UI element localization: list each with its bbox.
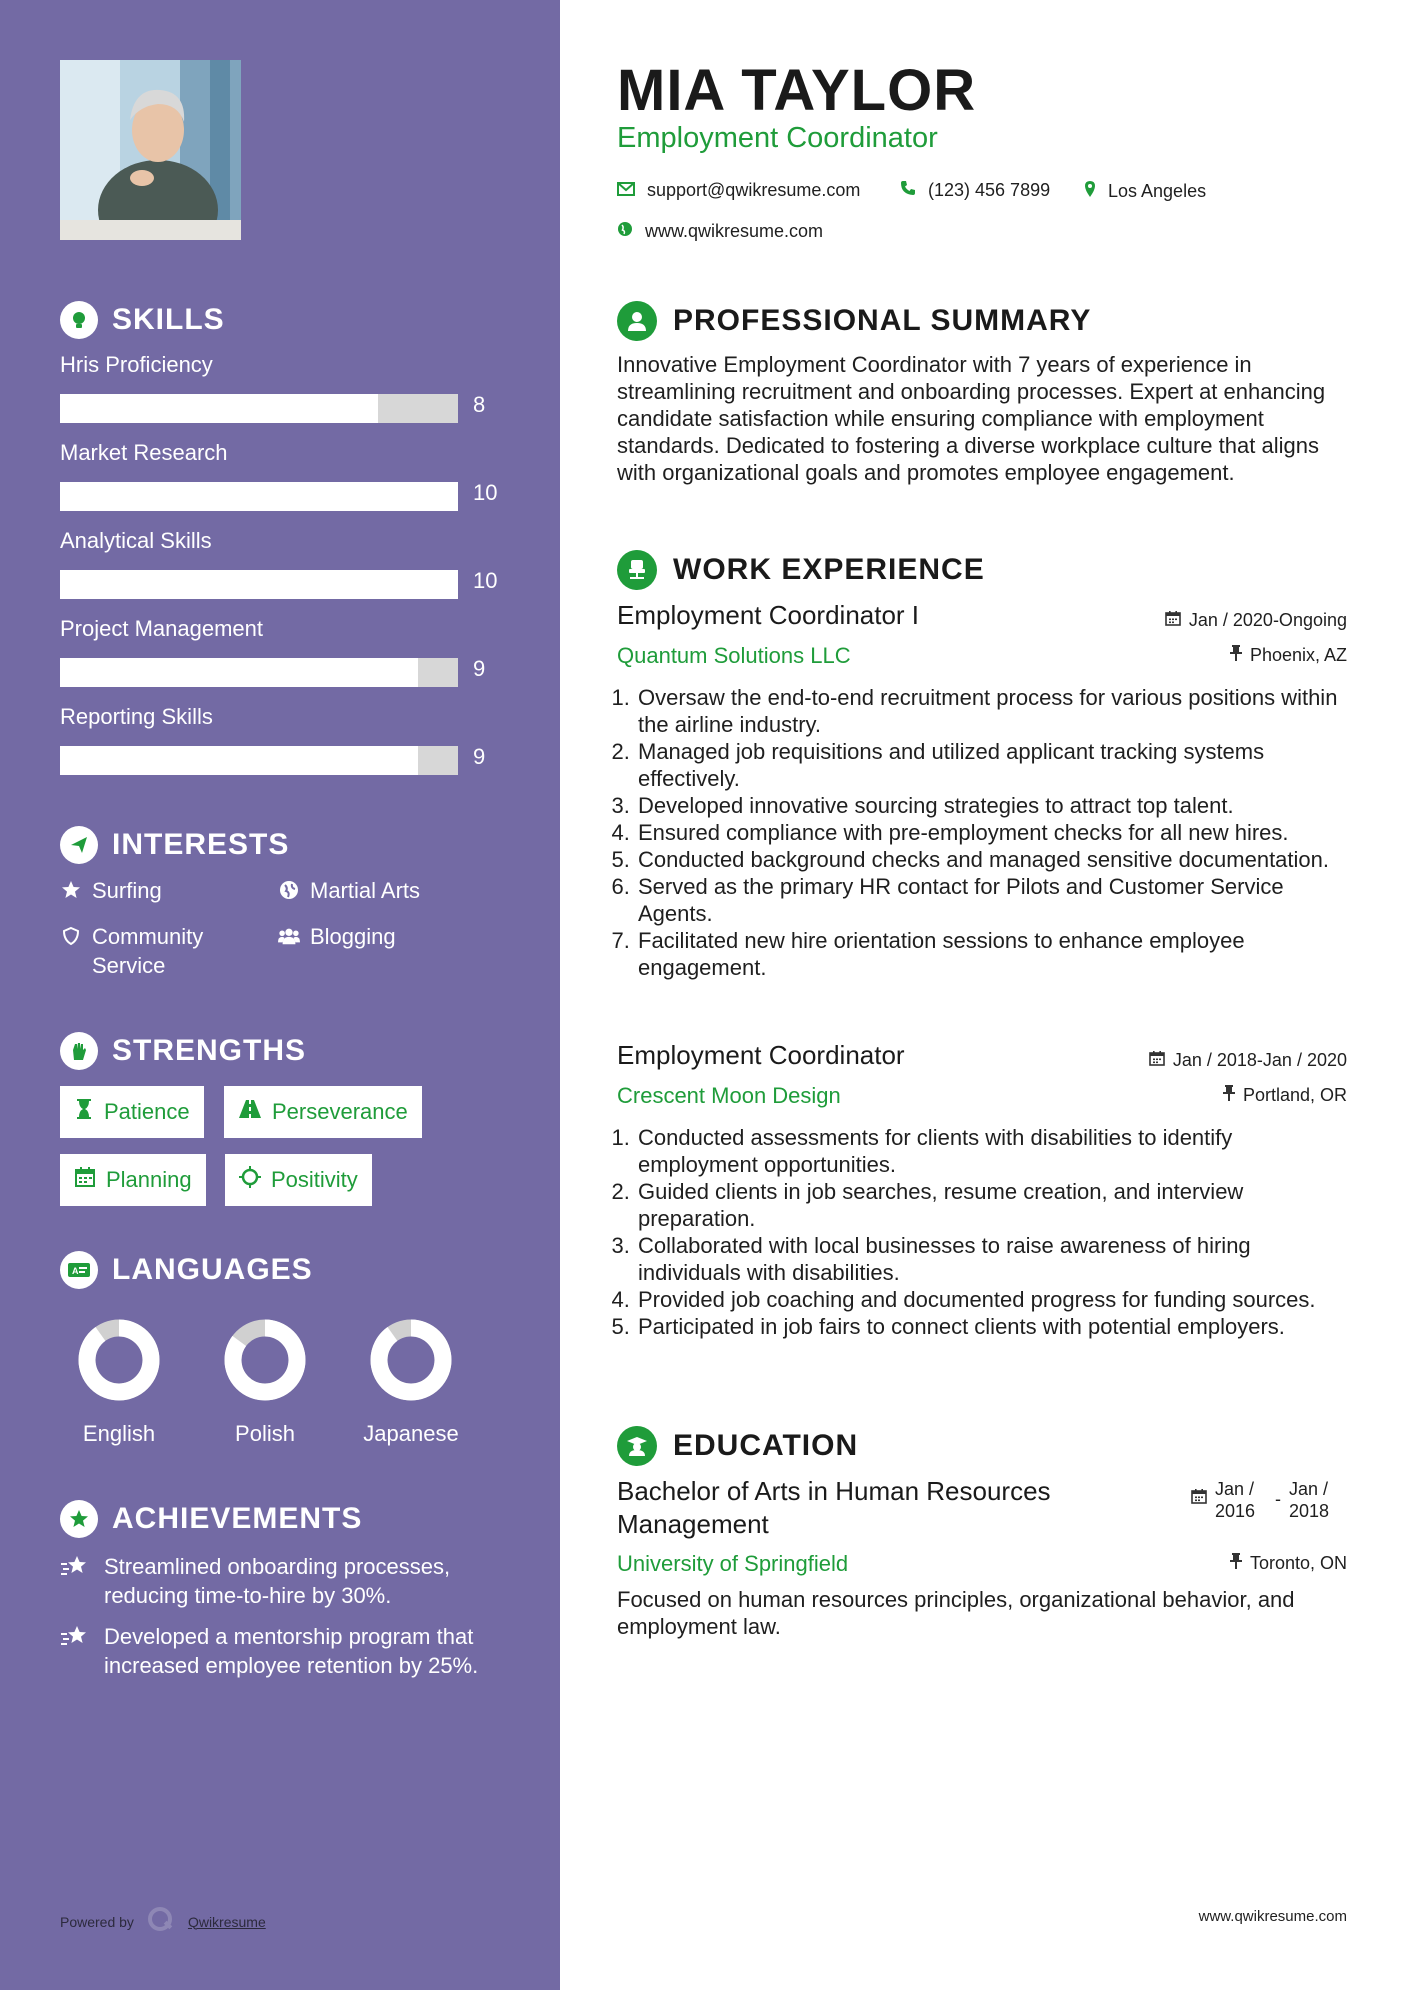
degree-title: Bachelor of Arts in Human Resources Management: [617, 1476, 1051, 1539]
job-dates-text: Jan / 2020-Ongoing: [1188, 610, 1347, 630]
company-name: Crescent Moon Design: [617, 1083, 841, 1108]
languages-heading: [60, 1251, 313, 1289]
phone-text[interactable]: (123) 456 7899: [928, 180, 1051, 200]
achievement-item: [60, 1622, 510, 1680]
language-donut: [77, 1318, 161, 1402]
qwikresume-logo-icon: [146, 1905, 176, 1938]
skill-label: Project Management: [60, 616, 263, 641]
calendar-icon: [1165, 610, 1181, 631]
paper-plane-icon: [60, 826, 98, 864]
job-duties-list: [612, 684, 1357, 981]
job-location: [1223, 1085, 1347, 1106]
job-title: Employment Coordinator: [617, 1040, 905, 1070]
skill-label: Reporting Skills: [60, 704, 213, 729]
pushpin-icon: [1230, 1553, 1242, 1574]
skill-value: 9: [473, 744, 486, 769]
strength-chip: [225, 1154, 372, 1206]
education-title: EDUCATION: [673, 1429, 859, 1462]
achievements-heading: [60, 1500, 362, 1538]
education-description: Focused on human resources principles, organizational behavior, and employment law.: [617, 1587, 1295, 1639]
graduate-icon: [617, 1426, 657, 1466]
skills-title: SKILLS: [112, 303, 225, 336]
interest-item: [278, 876, 498, 905]
map-pin-icon: [1084, 180, 1096, 203]
achievement-item: [60, 1552, 510, 1610]
sun-icon: [239, 1166, 261, 1194]
date-separator: -: [1275, 1489, 1281, 1509]
duty-item: 6. Served as the primary HR contact for Pilots and Customer Service Agents.: [636, 873, 1357, 927]
star-icon: [60, 876, 82, 905]
contact-phone: [900, 180, 1050, 201]
interest-item: [60, 922, 260, 980]
location-text: Los Angeles: [1108, 181, 1207, 201]
shield-icon: [60, 922, 82, 980]
duty-item: 5. Conducted background checks and managed sensitive documentation.: [636, 846, 1357, 873]
strengths-title: STRENGTHS: [112, 1034, 307, 1067]
interest-label: Martial Arts: [310, 878, 421, 903]
achievements-title: ACHIEVEMENTS: [112, 1502, 363, 1535]
globe-icon: [278, 876, 300, 905]
strength-chip: [60, 1086, 204, 1138]
skill-item: [60, 352, 500, 417]
job-location-text: Phoenix, AZ: [1249, 645, 1347, 665]
education-date-start: Jan / 2016: [1215, 1479, 1256, 1521]
website-text[interactable]: www.qwikresume.com: [645, 221, 824, 241]
interest-label: Community Service: [92, 924, 204, 978]
job-dates: [1165, 610, 1347, 631]
skill-bar: [60, 746, 458, 775]
star-badge-icon: [60, 1552, 90, 1610]
duty-item: 4. Ensured compliance with pre-employment checks for all new hires.: [636, 819, 1357, 846]
contact-location: [1084, 180, 1206, 203]
experience-title: WORK EXPERIENCE: [673, 553, 985, 586]
summary-text: Innovative Employment Coordinator with 7 years of experience in streamlining recruitment and onboarding processes. Expert at enhancing candidate satisfaction while ensuring compliance with employment standards. Dedicated to fostering a diverse workplace culture that aligns with organizational goals and promotes employee engagement.: [617, 352, 1326, 485]
skill-value: 9: [473, 656, 486, 681]
language-label: Polish: [235, 1421, 295, 1446]
office-chair-icon: [617, 550, 657, 590]
globe-icon: [617, 221, 633, 242]
star-badge-icon: [60, 1622, 90, 1680]
award-star-icon: [60, 1500, 98, 1538]
calendar-icon: [1191, 1478, 1207, 1509]
skill-bar-fill: [60, 482, 458, 511]
language-label: English: [82, 1421, 156, 1446]
skill-item: [60, 528, 500, 593]
powered-by-label: Powered by: [60, 1913, 134, 1930]
job-title: Employment Coordinator I: [617, 600, 920, 630]
skill-bar-fill: [60, 658, 418, 687]
candidate-name: MIA TAYLOR: [617, 58, 977, 123]
candidate-role: Employment Coordinator: [617, 122, 938, 154]
strength-label: Positivity: [271, 1167, 358, 1192]
svg-text:A: A: [72, 1266, 79, 1276]
education-heading: [617, 1426, 858, 1466]
email-text[interactable]: support@qwikresume.com: [647, 180, 861, 200]
summary-title: PROFESSIONAL SUMMARY: [673, 304, 1092, 337]
interests-title: INTERESTS: [112, 828, 290, 861]
skill-label: Market Research: [60, 440, 228, 465]
hourglass-icon: [74, 1098, 94, 1126]
skill-bar: [60, 482, 458, 511]
envelope-icon: [617, 180, 635, 201]
road-icon: [238, 1099, 262, 1125]
achievement-text: Developed a mentorship program that increased employee retention by 25%.: [104, 1624, 479, 1678]
skill-bar: [60, 394, 458, 423]
language-donut: [223, 1318, 307, 1402]
languages-title: LANGUAGES: [112, 1253, 313, 1286]
skill-bar-fill: [60, 746, 418, 775]
duty-item: 1. Oversaw the end-to-end recruitment process for various positions within the airline industry.: [636, 684, 1357, 738]
calendar-icon: [1149, 1050, 1165, 1071]
duty-item: 5. Participated in job fairs to connect clients with potential employers.: [636, 1313, 1357, 1340]
job-duties-list: [612, 1124, 1357, 1340]
footer-url[interactable]: www.qwikresume.com: [1198, 1908, 1347, 1925]
duty-item: 1. Conducted assessments for clients with disabilities to identify employment opportunities.: [636, 1124, 1357, 1178]
pushpin-icon: [1223, 1085, 1235, 1106]
strength-label: Perseverance: [272, 1099, 408, 1124]
powered-by: [60, 1905, 266, 1938]
experience-heading: [617, 550, 985, 590]
profile-photo: [60, 60, 241, 240]
strength-label: Patience: [104, 1099, 190, 1124]
interest-item: [278, 922, 498, 951]
lightbulb-icon: [60, 301, 98, 339]
job-location-text: Portland, OR: [1242, 1085, 1347, 1105]
phone-icon: [900, 180, 916, 201]
skill-bar-fill: [60, 570, 458, 599]
job-dates: [1149, 1050, 1347, 1071]
interest-label: Blogging: [310, 924, 396, 949]
job-dates-text: Jan / 2018-Jan / 2020: [1172, 1050, 1347, 1070]
sidebar: [0, 0, 560, 1990]
duty-item: 7. Facilitated new hire orientation sessions to enhance employee engagement.: [636, 927, 1357, 981]
duty-item: 4. Provided job coaching and documented progress for funding sources.: [636, 1286, 1357, 1313]
calendar-icon: [74, 1166, 96, 1194]
education-date-end: Jan / 2018: [1289, 1479, 1330, 1521]
qwikresume-link[interactable]: Qwikresume: [187, 1913, 266, 1930]
strength-chip: [60, 1154, 206, 1206]
hand-icon: [60, 1032, 98, 1070]
summary-heading: [617, 301, 1091, 341]
duty-item: 3. Developed innovative sourcing strategies to attract top talent.: [636, 792, 1357, 819]
skill-item: [60, 440, 500, 505]
skill-item: [60, 616, 500, 681]
strengths-heading: [60, 1032, 306, 1070]
strength-label: Planning: [106, 1167, 192, 1192]
skills-heading: [60, 301, 225, 339]
skill-bar: [60, 570, 458, 599]
skill-value: 8: [473, 392, 486, 417]
skill-label: Hris Proficiency: [60, 352, 213, 377]
skill-bar: [60, 658, 458, 687]
school-name: University of Springfield: [617, 1551, 849, 1576]
user-icon: [617, 301, 657, 341]
achievement-text: Streamlined onboarding processes, reducing time-to-hire by 30%.: [104, 1554, 451, 1608]
skill-value: 10: [473, 568, 498, 593]
strength-chip: [224, 1086, 422, 1138]
contact-website: [617, 221, 823, 242]
education-dates: [1191, 1478, 1347, 1522]
interest-label: Surfing: [92, 878, 162, 903]
skill-bar-fill: [60, 394, 378, 423]
language-icon: [60, 1251, 98, 1289]
skill-value: 10: [473, 480, 498, 505]
pushpin-icon: [1230, 645, 1242, 666]
users-icon: [278, 922, 300, 951]
interests-heading: [60, 826, 289, 864]
language-donut: [369, 1318, 453, 1402]
education-location-text: Toronto, ON: [1249, 1553, 1347, 1573]
interest-item: [60, 876, 260, 905]
job-location: [1230, 645, 1347, 666]
education-location: [1230, 1553, 1347, 1574]
duty-item: 2. Managed job requisitions and utilized applicant tracking systems effectively.: [636, 738, 1357, 792]
contact-email: [617, 180, 860, 201]
duty-item: 3. Collaborated with local businesses to raise awareness of hiring individuals with disabilities.: [636, 1232, 1357, 1286]
skill-label: Analytical Skills: [60, 528, 212, 553]
company-name: Quantum Solutions LLC: [617, 643, 851, 668]
skill-item: [60, 704, 500, 769]
duty-item: 2. Guided clients in job searches, resume creation, and interview preparation.: [636, 1178, 1357, 1232]
language-label: Japanese: [363, 1421, 459, 1446]
